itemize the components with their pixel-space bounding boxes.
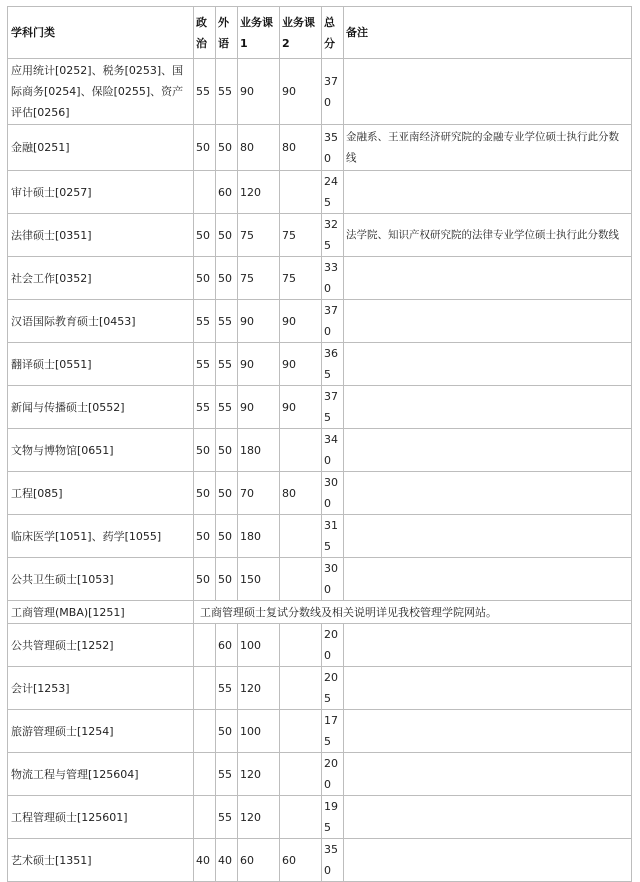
cell-politics: 55 [194, 300, 216, 343]
cell-total: 200 [322, 753, 344, 796]
cell-name: 临床医学[1051]、药学[1055] [8, 515, 194, 558]
cell-remark: 法学院、知识产权研究院的法律专业学位硕士执行此分数线 [344, 214, 632, 257]
cell-total: 195 [322, 796, 344, 839]
cell-politics [194, 753, 216, 796]
cell-politics: 55 [194, 386, 216, 429]
cell-remark [344, 515, 632, 558]
cell-politics: 50 [194, 125, 216, 171]
cell-course1: 75 [238, 214, 280, 257]
table-row [8, 171, 632, 214]
cell-politics [194, 710, 216, 753]
cell-foreign: 60 [216, 624, 238, 667]
cell-course1: 100 [238, 710, 280, 753]
cell-total: 330 [322, 257, 344, 300]
cell-foreign: 50 [216, 214, 238, 257]
cell-foreign: 55 [216, 343, 238, 386]
cell-politics [194, 171, 216, 214]
cell-course1: 70 [238, 472, 280, 515]
cell-mba-note: 工商管理硕士复试分数线及相关说明详见我校管理学院网站。 [194, 601, 632, 624]
header-subject: 学科门类 [8, 7, 194, 59]
cell-name: 金融[0251] [8, 125, 194, 171]
cell-name: 应用统计[0252]、税务[0253]、国际商务[0254]、保险[0255]、资产评估[0256] [8, 59, 194, 125]
cell-course2: 90 [280, 386, 322, 429]
cell-foreign: 50 [216, 515, 238, 558]
cell-politics: 50 [194, 515, 216, 558]
cell-name: 公共卫生硕士[1053] [8, 558, 194, 601]
cell-name: 会计[1253] [8, 667, 194, 710]
cell-foreign: 55 [216, 386, 238, 429]
cell-foreign: 60 [216, 171, 238, 214]
cell-total: 325 [322, 214, 344, 257]
cell-remark [344, 257, 632, 300]
table-row [8, 125, 632, 171]
cell-course2 [280, 515, 322, 558]
cell-total: 175 [322, 710, 344, 753]
cell-name: 审计硕士[0257] [8, 171, 194, 214]
cell-politics [194, 667, 216, 710]
table-row [8, 839, 632, 882]
cell-remark [344, 472, 632, 515]
cell-total: 300 [322, 558, 344, 601]
cell-course2: 80 [280, 125, 322, 171]
cell-course1: 100 [238, 624, 280, 667]
cell-total: 350 [322, 839, 344, 882]
cell-remark [344, 839, 632, 882]
cell-remark [344, 343, 632, 386]
cell-remark [344, 624, 632, 667]
score-table [7, 6, 632, 882]
cell-total: 370 [322, 300, 344, 343]
cell-foreign: 55 [216, 300, 238, 343]
cell-name: 工程[085] [8, 472, 194, 515]
cell-course2 [280, 624, 322, 667]
header-row [8, 7, 632, 59]
table-row [8, 343, 632, 386]
cell-name: 翻译硕士[0551] [8, 343, 194, 386]
cell-course2 [280, 753, 322, 796]
header-politics: 政治 [194, 7, 216, 59]
cell-remark [344, 753, 632, 796]
cell-course1: 120 [238, 796, 280, 839]
cell-course2 [280, 710, 322, 753]
cell-course2 [280, 429, 322, 472]
cell-course1: 90 [238, 343, 280, 386]
cell-total: 205 [322, 667, 344, 710]
cell-total: 340 [322, 429, 344, 472]
cell-politics: 50 [194, 257, 216, 300]
cell-course2 [280, 171, 322, 214]
cell-course1: 120 [238, 667, 280, 710]
cell-course1: 75 [238, 257, 280, 300]
cell-name: 物流工程与管理[125604] [8, 753, 194, 796]
table-row [8, 59, 632, 125]
header-course1: 业务课1 [238, 7, 280, 59]
cell-remark [344, 710, 632, 753]
cell-name: 艺术硕士[1351] [8, 839, 194, 882]
table-row [8, 429, 632, 472]
cell-foreign: 50 [216, 558, 238, 601]
cell-name: 旅游管理硕士[1254] [8, 710, 194, 753]
cell-course1: 180 [238, 515, 280, 558]
cell-politics: 40 [194, 839, 216, 882]
cell-course2: 80 [280, 472, 322, 515]
cell-foreign: 50 [216, 429, 238, 472]
cell-course1: 150 [238, 558, 280, 601]
cell-remark [344, 171, 632, 214]
cell-course2: 60 [280, 839, 322, 882]
table-row [8, 667, 632, 710]
table-row [8, 515, 632, 558]
cell-name: 工程管理硕士[125601] [8, 796, 194, 839]
cell-politics: 50 [194, 558, 216, 601]
cell-name: 汉语国际教育硕士[0453] [8, 300, 194, 343]
cell-course1: 90 [238, 386, 280, 429]
cell-politics: 50 [194, 429, 216, 472]
cell-remark: 金融系、王亚南经济研究院的金融专业学位硕士执行此分数线 [344, 125, 632, 171]
table-row [8, 624, 632, 667]
cell-remark [344, 59, 632, 125]
header-foreign: 外语 [216, 7, 238, 59]
cell-total: 375 [322, 386, 344, 429]
cell-total: 315 [322, 515, 344, 558]
cell-course2: 90 [280, 59, 322, 125]
cell-politics: 50 [194, 214, 216, 257]
table-row [8, 386, 632, 429]
cell-name: 法律硕士[0351] [8, 214, 194, 257]
cell-course1: 180 [238, 429, 280, 472]
cell-total: 300 [322, 472, 344, 515]
cell-name: 公共管理硕士[1252] [8, 624, 194, 667]
table-row [8, 796, 632, 839]
cell-course1: 90 [238, 300, 280, 343]
cell-remark [344, 796, 632, 839]
header-remark: 备注 [344, 7, 632, 59]
cell-remark [344, 386, 632, 429]
cell-course2 [280, 796, 322, 839]
cell-foreign: 55 [216, 753, 238, 796]
cell-name: 社会工作[0352] [8, 257, 194, 300]
cell-name: 工商管理(MBA)[1251] [8, 601, 194, 624]
cell-name: 新闻与传播硕士[0552] [8, 386, 194, 429]
cell-politics: 55 [194, 343, 216, 386]
cell-total: 200 [322, 624, 344, 667]
cell-name: 文物与博物馆[0651] [8, 429, 194, 472]
cell-foreign: 50 [216, 125, 238, 171]
cell-total: 245 [322, 171, 344, 214]
cell-course2: 90 [280, 300, 322, 343]
cell-remark [344, 667, 632, 710]
cell-course2: 90 [280, 343, 322, 386]
table-row [8, 710, 632, 753]
cell-foreign: 40 [216, 839, 238, 882]
cell-politics [194, 624, 216, 667]
table-row [8, 214, 632, 257]
table-row-mba [8, 601, 632, 624]
cell-total: 350 [322, 125, 344, 171]
cell-course2: 75 [280, 257, 322, 300]
header-course2: 业务课2 [280, 7, 322, 59]
cell-course2 [280, 667, 322, 710]
cell-foreign: 55 [216, 667, 238, 710]
cell-course2: 75 [280, 214, 322, 257]
cell-total: 370 [322, 59, 344, 125]
cell-course1: 60 [238, 839, 280, 882]
cell-politics: 55 [194, 59, 216, 125]
cell-course1: 80 [238, 125, 280, 171]
cell-course1: 120 [238, 171, 280, 214]
cell-foreign: 50 [216, 257, 238, 300]
cell-foreign: 50 [216, 472, 238, 515]
cell-foreign: 55 [216, 59, 238, 125]
cell-remark [344, 300, 632, 343]
table-row [8, 472, 632, 515]
cell-politics: 50 [194, 472, 216, 515]
cell-remark [344, 429, 632, 472]
cell-course1: 120 [238, 753, 280, 796]
cell-total: 365 [322, 343, 344, 386]
cell-politics [194, 796, 216, 839]
cell-course1: 90 [238, 59, 280, 125]
table-row [8, 753, 632, 796]
cell-foreign: 55 [216, 796, 238, 839]
table-row [8, 257, 632, 300]
header-total: 总分 [322, 7, 344, 59]
cell-foreign: 50 [216, 710, 238, 753]
table-row [8, 300, 632, 343]
